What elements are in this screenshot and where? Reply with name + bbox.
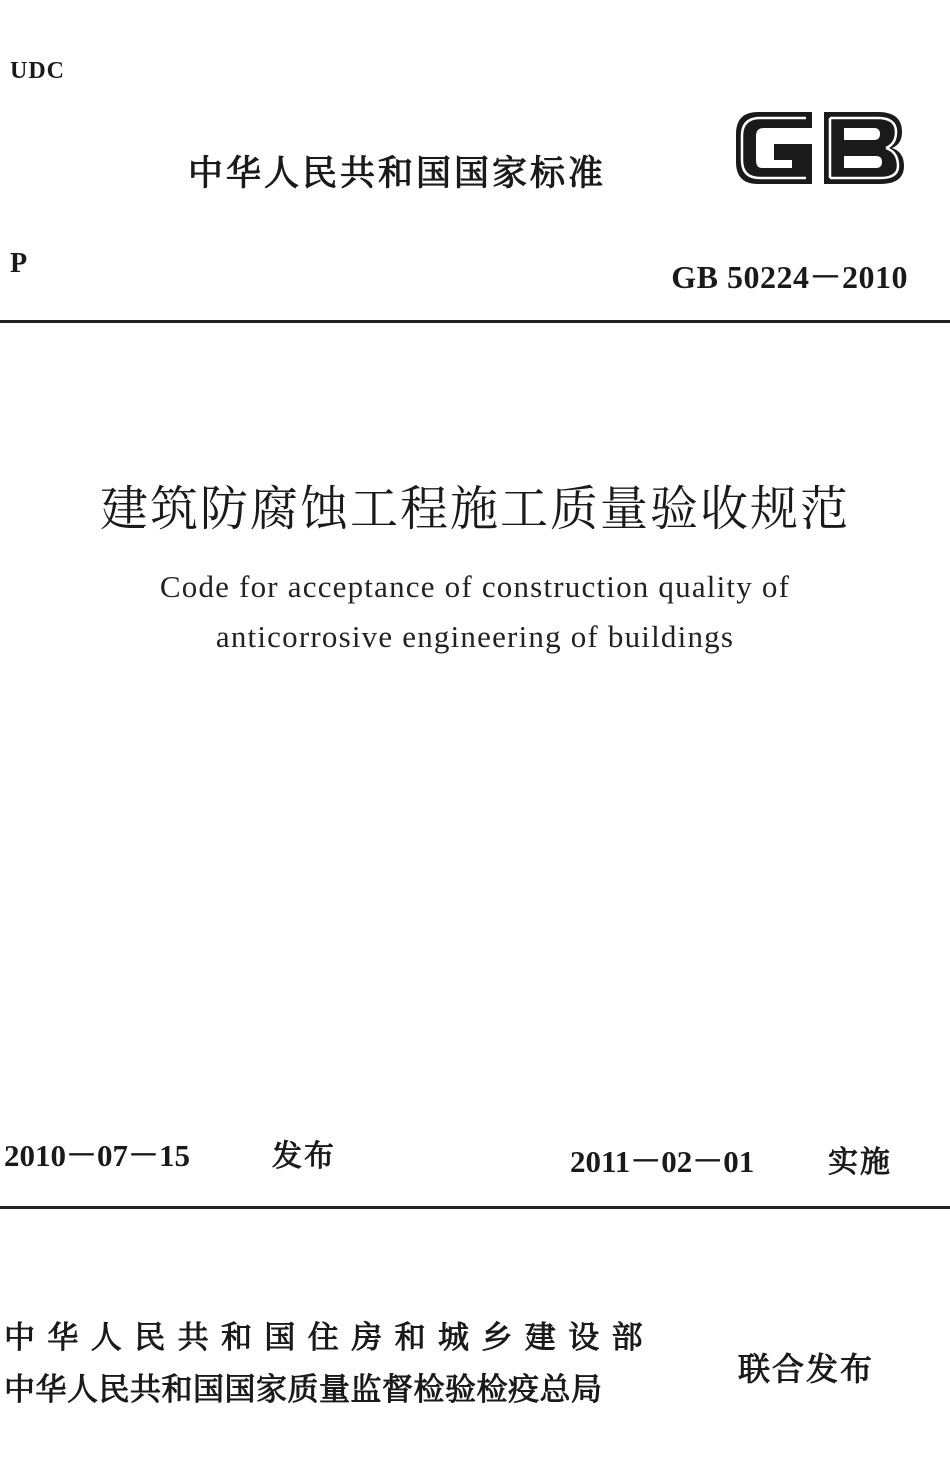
national-standard-title: 中华人民共和国国家标准 bbox=[188, 154, 607, 194]
implementation-date: 2011－02－01 bbox=[570, 1144, 755, 1179]
top-divider bbox=[0, 320, 950, 323]
issue-label: 发布 bbox=[272, 1139, 336, 1174]
english-title bbox=[0, 562, 950, 662]
english-title-line2: anticorrosive engineering of buildings bbox=[215, 619, 735, 654]
category-code: P bbox=[10, 248, 28, 279]
udc-label: UDC bbox=[10, 58, 65, 84]
issuer-ministry: 中华人民共和国住房和城乡建设部 bbox=[4, 1320, 655, 1356]
issuer-quality-administration: 中华人民共和国国家质量监督检验检疫总局 bbox=[4, 1372, 603, 1408]
gb-logo-icon bbox=[728, 100, 910, 196]
bottom-divider bbox=[0, 1206, 950, 1209]
joint-issue-label: 联合发布 bbox=[738, 1350, 875, 1388]
issue-date: 2010－07－15 bbox=[4, 1138, 190, 1173]
english-title-line1: Code for acceptance of construction quality of bbox=[159, 569, 791, 604]
chinese-title: 建筑防腐蚀工程施工质量验收规范 bbox=[99, 481, 850, 537]
standard-number: GB 50224－2010 bbox=[671, 259, 908, 295]
implementation-label: 实施 bbox=[828, 1145, 892, 1180]
